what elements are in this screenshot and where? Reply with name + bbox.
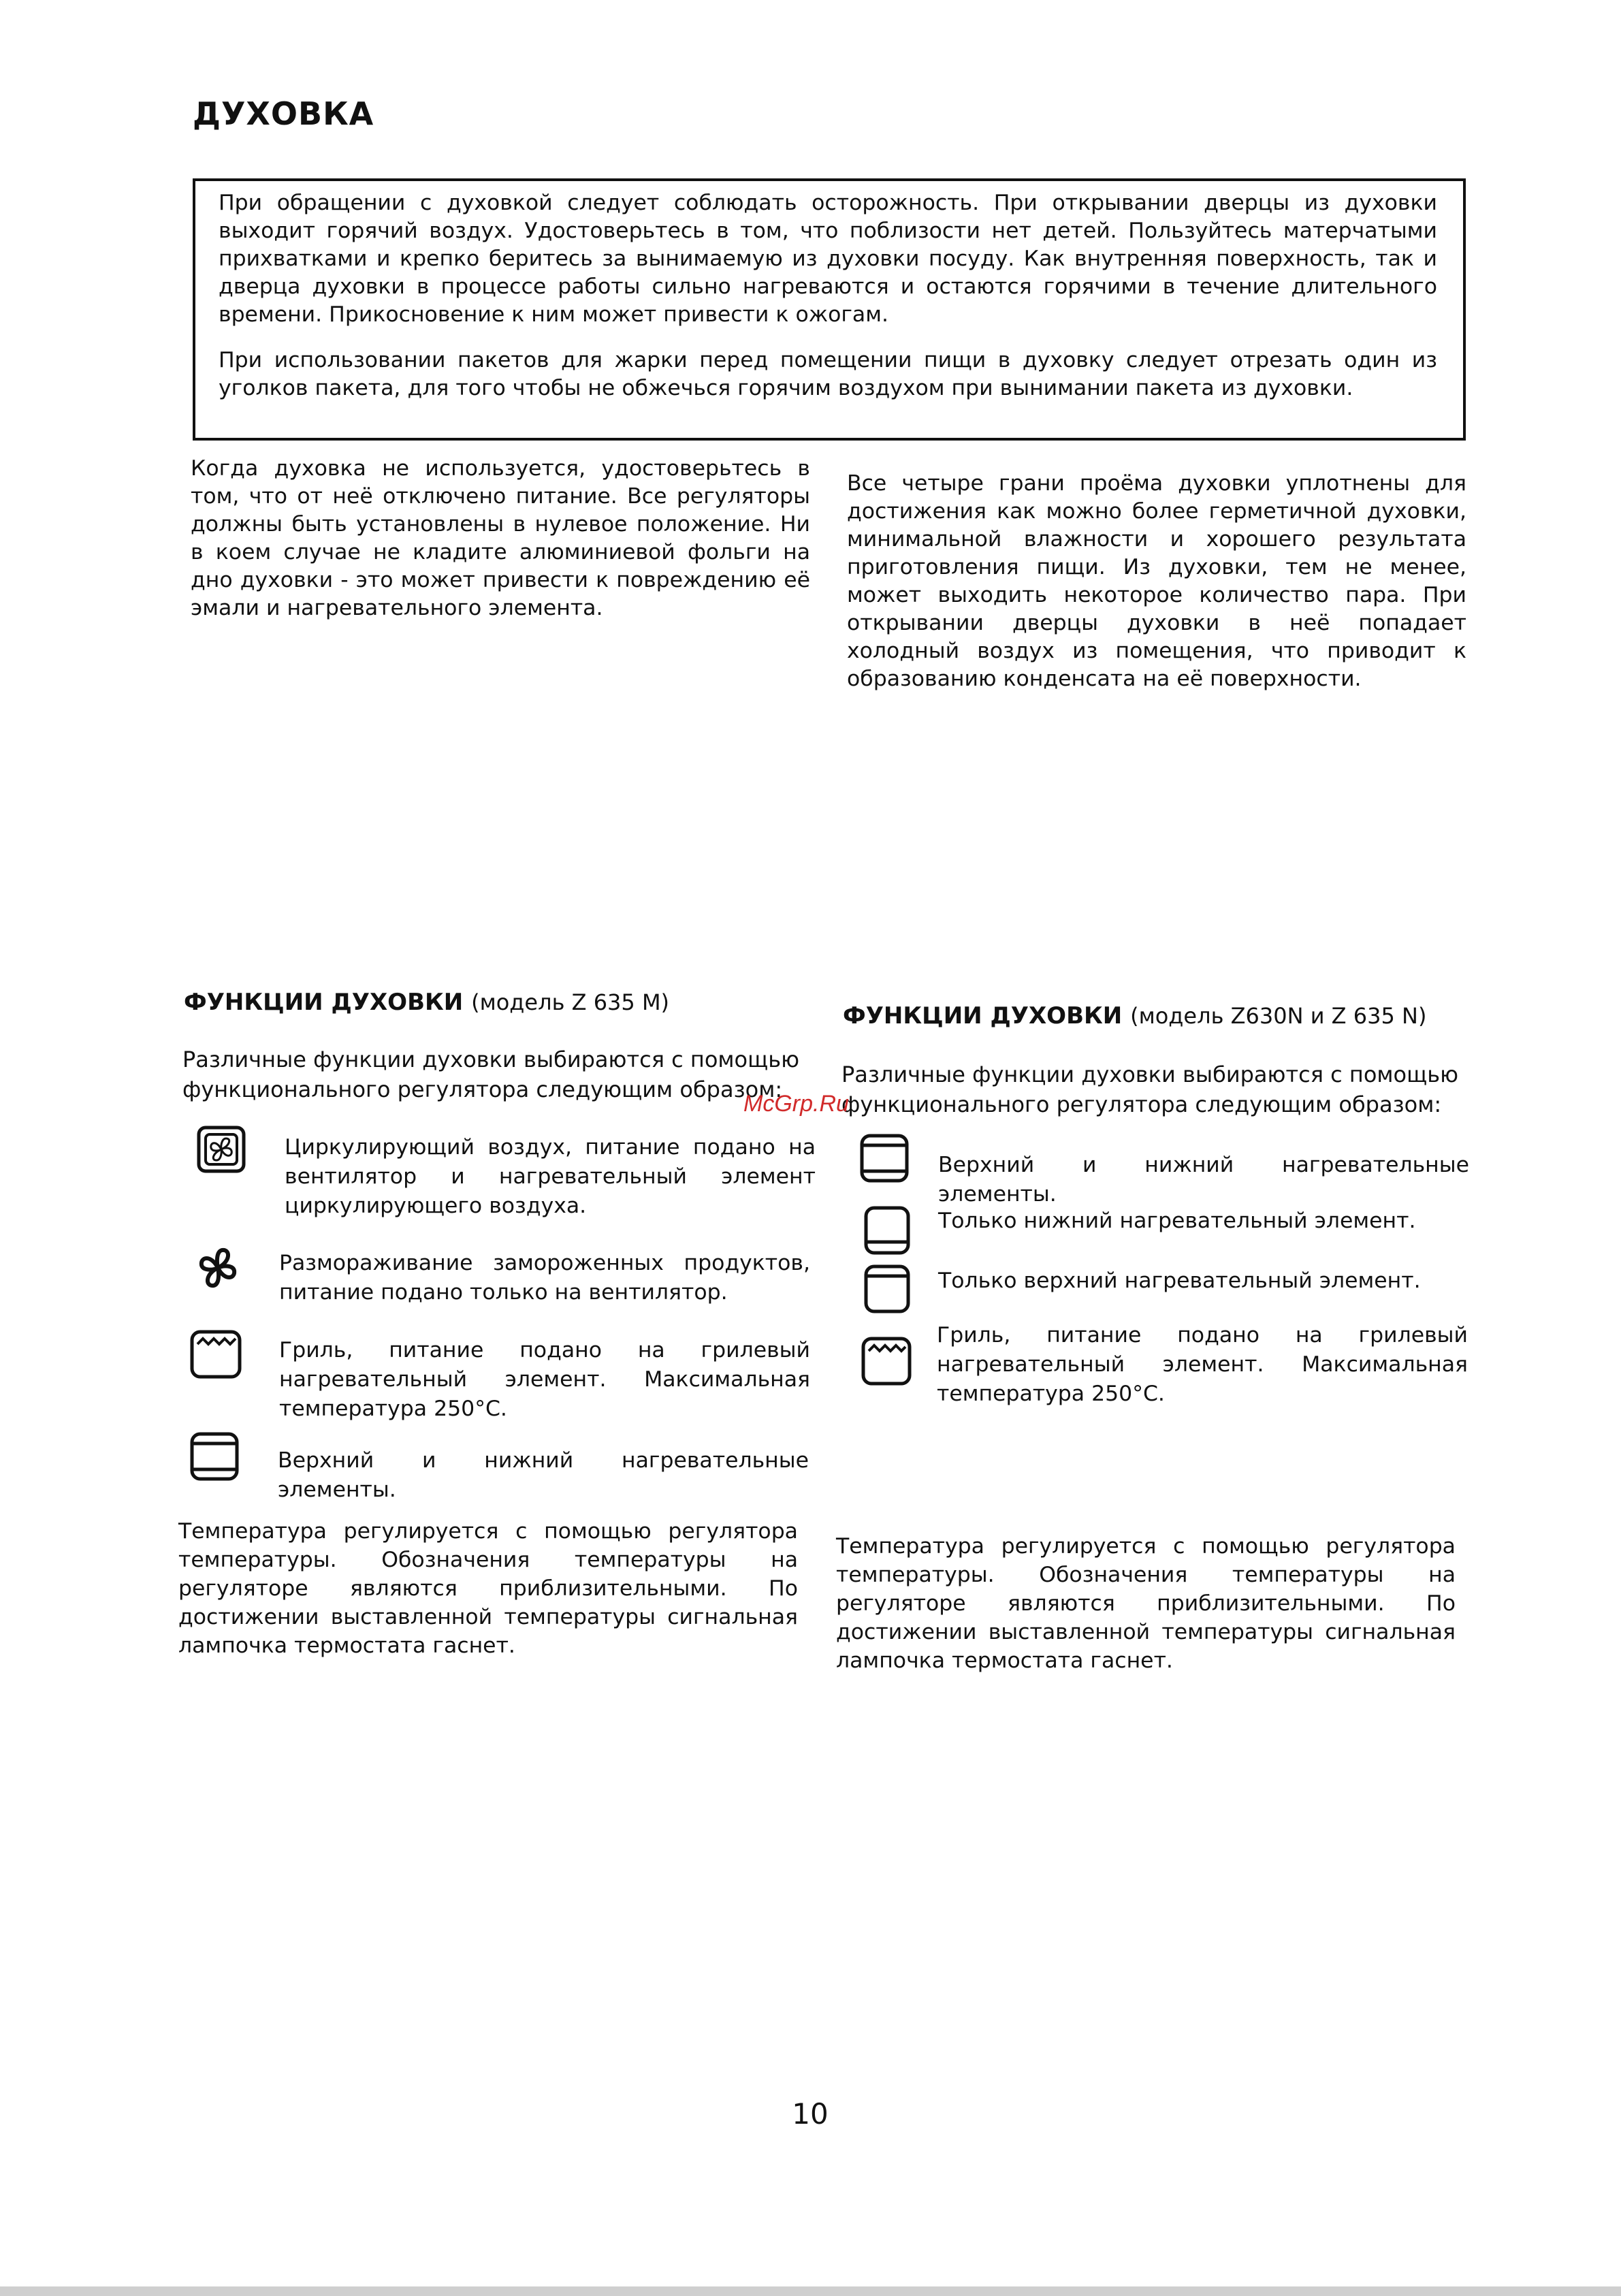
- section-intro-right: Различные функции духовки выбираются с помощью функционального регулятора следующим образом:: [841, 1062, 1459, 1117]
- function-text: Размораживание замороженных продуктов, питание подано только на вентилятор.: [279, 1251, 810, 1305]
- page-number: 10: [792, 2097, 829, 2131]
- section-model-left: (модель Z 635 M): [471, 989, 670, 1015]
- top-bottom-heat-icon: [859, 1133, 911, 1185]
- fan-icon: [191, 1241, 242, 1292]
- section-heading-right: [843, 1002, 1426, 1030]
- function-item: [861, 1323, 1514, 1418]
- watermark: McGrp.Ru: [743, 1091, 849, 1117]
- function-text: Верхний и нижний нагревательные элементы.: [938, 1153, 1469, 1207]
- function-text: Только нижний нагревательный элемент.: [938, 1209, 1416, 1233]
- grill-icon: [189, 1329, 241, 1381]
- section-title-right: ФУНКЦИИ ДУХОВКИ: [843, 1002, 1123, 1030]
- function-item: [196, 1125, 850, 1218]
- section-heading-left: [184, 989, 669, 1016]
- top-bottom-heat-icon: [189, 1431, 241, 1483]
- function-item: [189, 1329, 843, 1421]
- temperature-note-left: Температура регулируется с помощью регулятора температуры. Обозначения температуры на регуляторе являются приблизительными. По достижении выставленной температуры сигнальная лампочка термостата гаснет.: [178, 1519, 798, 1658]
- scan-edge: [0, 2286, 1621, 2296]
- warning-box: [193, 178, 1466, 441]
- section-model-right: (модель Z630N и Z 635 N): [1130, 1003, 1427, 1029]
- grill-icon: [861, 1336, 912, 1388]
- warning-paragraph-1: При обращении с духовкой следует соблюдать осторожность. При открывании дверцы из духовки выходит горячий воздух. Удостоверьтесь в том, что поблизости нет детей. Пользуйтесь матерчатыми прихватками и крепко беритесь за вынимаемую из духовки посуду. Как внутренняя поверхность, так и дверца духовки в процессе работы сильно нагреваются и остаются горячими в течение длительного времени. Прикосновение к ним может привести к ожогам.: [219, 191, 1437, 327]
- function-item: [189, 1431, 843, 1513]
- function-text: Верхний и нижний нагревательные элементы.: [278, 1448, 809, 1502]
- warning-paragraph-2: При использовании пакетов для жарки перед помещении пищи в духовку следует отрезать один из уголков пакета, для того чтобы не обжечься горячим воздухом при вынимании пакета из духовки.: [219, 348, 1437, 400]
- function-text: Только верхний нагревательный элемент.: [938, 1269, 1421, 1293]
- function-text: Гриль, питание подано на грилевый нагревательный элемент. Максимальная температура 250°С.: [279, 1338, 810, 1421]
- bottom-heat-icon: [863, 1205, 915, 1257]
- section-title-left: ФУНКЦИИ ДУХОВКИ: [184, 989, 464, 1016]
- top-heat-icon: [863, 1264, 915, 1316]
- fan-heater-icon: [196, 1125, 248, 1177]
- temperature-note-right: Температура регулируется с помощью регулятора температуры. Обозначения температуры на регуляторе являются приблизительными. По достижении выставленной температуры сигнальная лампочка термостата гаснет.: [836, 1534, 1456, 1673]
- oven-off-note: Когда духовка не используется, удостоверьтесь в том, что от неё отключено питание. Все регуляторы должны быть установлены в нулевое положение. Ни в коем случае не кладите алюминиевой фольги на дно духовки - это может привести к повреждению её эмали и нагревательного элемента.: [191, 456, 810, 620]
- page-title: ДУХОВКА: [193, 95, 374, 132]
- oven-seal-note: Все четыре грани проёма духовки уплотнены для достижения как можно более герметичной духовки, минимальной влажности и хорошего результата приготовления пищи. Из духовки, тем не менее, может выходить некоторое количество пара. При открывании дверцы духовки в неё попадает холодный воздух из помещения, что приводит к образованию конденсата на её поверхности.: [847, 471, 1466, 691]
- left-column-text: [191, 455, 810, 622]
- function-item: [191, 1241, 844, 1322]
- function-item: [859, 1133, 1513, 1215]
- section-intro-left: Различные функции духовки выбираются с помощью функционального регулятора следующим образом:: [182, 1047, 800, 1102]
- right-column-text: [847, 470, 1466, 693]
- function-text: Циркулирующий воздух, питание подано на вентилятор и нагревательный элемент циркулирующего воздуха.: [285, 1135, 816, 1218]
- function-text: Гриль, питание подано на грилевый нагревательный элемент. Максимальная температура 250°С.: [937, 1323, 1468, 1406]
